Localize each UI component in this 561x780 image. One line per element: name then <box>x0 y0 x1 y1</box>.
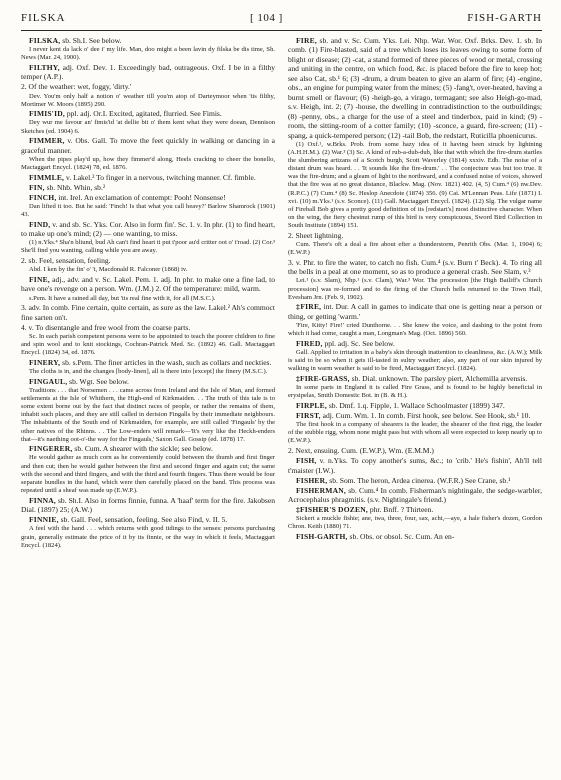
entry-headword: FINGAUL, <box>29 376 68 386</box>
dictionary-entry <box>21 36 275 45</box>
entry-definition: sb. Wgt. See below. <box>67 376 129 386</box>
citation-text: s.Pem. It have a rained all day, but 'tis real fine with it, for all (M.S.C.). <box>29 294 216 302</box>
entry-definition: sb. s.Pem. The finer articles in the wash, such as collars and neckties. <box>60 357 272 367</box>
entry-headword: FIMMER, <box>29 136 65 146</box>
dictionary-entry <box>21 496 275 515</box>
entry-headword: FINNIE, <box>29 515 59 525</box>
entry-headword: FINE, <box>29 275 50 285</box>
entry-headword: FISHERMAN, <box>296 485 347 495</box>
citation-text: Dan lifted it too. But he said: 'Finch! Is that what you call heavy?' Barlow Shamrock (1901) 43. <box>21 202 275 219</box>
entry-definition: v. and sb. Sc. Yks. Cor. Also in form fin'. Sc. 1. v. In phr. (1) to find heart, to make up one's mind; (2) — one wanting, to miss. <box>21 219 275 239</box>
citation-text: A feel with the hand . . . which returns with good tidings to the senses: persons purchasing grain, generally estimate the price of it by its finnie, or the way in which it feels, Mactaggart Encycl. (1824). <box>21 525 275 549</box>
dictionary-entry <box>21 193 275 202</box>
entry-definition: v. Obs. Gall. To move the feet quickly in walking or dancing in a graceful manner. <box>21 136 275 155</box>
entry-headword: FISH-GARTH, <box>296 532 348 542</box>
citation-text: (1) Oxf.¹, w.Brks. Prob. from some hazy idea of it having been struck by lightning (A.H.H.M.). (2) War.³ (3) Sc. A kind of rub-a-dub-dub, like that with which the fire-drum startles the slumbering artizans of a Scotch burgh, Scott Waverley (1814) xxxiv. Edb. The noise of a distant drum was heard. . . 'It sounds like the fire-drum.' . . The conjecture was but too true. It was the fire-drum; and a gleam of light to the northward, and a confused noise of voices, showed that the fire was at no great distance, Blackw. Mag. (Nov. 1821) 402. (4, 5) Cum.⁴ (6) nw.Dev. (R.P.C.) (7) Cum.⁴ (8) Sc. Heslop Anecdote (1874) 356. (9) Cai. M'Lennan Peas. Life (1871) I. xvi. (10) m.Yks.¹ (s.v. Sconce). (11) Gall. Mactaggart Encycl. (1824). (12) Slg. The vulgar name of Fireball Bob gives a pretty good definition of its [redstart's] most distinctive character. When on the wing, the fiery chestnut rump of this bird is very conspicuous, Sword Bird Collection in South Institute (1894) 151. <box>288 140 542 230</box>
dictionary-entry <box>288 374 542 383</box>
citation-text: The cloths is in, and the changes [body-linen], all is there into [except] the finery (M.S.C.). <box>29 367 268 375</box>
entry-headword: FINNA, <box>29 495 56 505</box>
entry-definition: sb. Sh.I. Also in forms finnie, funna. A 'haaf' term for the fire. Jakobsen Dial. (1897) 25; (A.W.) <box>21 495 275 515</box>
entry-headword: ‡FIRE, <box>296 302 322 312</box>
dictionary-entry <box>21 136 275 155</box>
citation-text: I never kent da lack o' dee i' my life. Man, doo might a been lavin dy filska be dis time, Sh. News (Mar. 24, 1900). <box>21 46 275 62</box>
dictionary-entry <box>21 515 275 524</box>
citation-text: When the pipes play'd up, how they fimmer'd along, Heels cracking to cheer the bonello, Mactaggart Encycl. (1824) 78, ed. 1876. <box>21 155 275 172</box>
dictionary-entry <box>21 63 275 82</box>
entry-headword: FINERY, <box>29 357 61 367</box>
citation-text: Lei.¹ (s.v. Slam), Nhp.¹ (s.v. Clam), War.³ Wor. The procession [the High Bailiff's Church procession] was re-formed and to the firing of the Church bells returned to the Town Hall, Evesham Jrn. (Feb. 9, 1902). <box>288 277 542 301</box>
dictionary-entry <box>288 401 542 410</box>
citation-text: Sickert a muckle fishie; ane, twa, three, four, sax, acht,—aye, a hale fisher's dozen, Gordon Chron. Keith (1880) 71. <box>288 515 542 531</box>
entry-definition: v. Lakel.² To finger in a nervous, twitching manner. Cf. fimble. <box>64 172 256 182</box>
dictionary-entry <box>21 358 275 367</box>
entry-definition: sb. Cum. A shearer with the sickle; see below. <box>72 444 213 454</box>
entry-definition: v. n.Yks. To copy another's sums, &c.; to 'crib.' He's fishin', Ah'll tell t'maister (I.W.). <box>288 456 542 475</box>
entry-headword: FIND, <box>29 219 51 229</box>
citation-text: The first hook in a company of shearers is the leader, the shearer of the first rigg, the leader of the stubble rigg, whom none might pass but with whom all were expected to keep nearly up to (E.W.P.). <box>288 420 542 445</box>
sense-text: 2. Next, ensuing. Cum. (E.W.P.), Wm. (E.M.M.) <box>288 446 434 456</box>
left-column <box>21 36 275 776</box>
entry-headword: FIRPLE, <box>296 400 327 410</box>
citation-text: Traditions . . . that Norsemen . . . came across from Ireland and the Isle of Man, and formed settlements at the Isle of Whithern, the High-end of Kirkmaiden. . . The truth of this tale is to some extent borne out by the fact that distinct races of people, or rather the remains of them, inhabit such places, and they are still called in derision Fingalls by their immediate neighbours. The inhabitants of the South end of Kirkmaiden, for example, are still called 'Fingauls' by the other natives of the Rhinns. . . The Low-enders will remark—'It's very like the Heckh-enders that—it's naething oot-o'-the way for the Fingauls,' Saxon Gall. Gossip (ed. 1878) 17. <box>21 386 275 443</box>
entry-headword: FILSKA, <box>29 36 61 45</box>
entry-definition: sb. Cum.⁴ In comb. Fisherman's nightingale, the sedge-warbler, Acrocephalus phragmitis. (s.v. Nightingale's friend.) <box>288 485 542 505</box>
dictionary-entry <box>21 173 275 182</box>
dictionary-entry <box>288 476 542 485</box>
dictionary-entry <box>21 377 275 386</box>
sense-text: 4. v. To disentangle and free wool from the coarse parts. <box>21 322 191 332</box>
entry-definition: sb. Obs. or obsol. Sc. Cum. An en- <box>347 532 455 542</box>
dictionary-entry <box>288 505 542 514</box>
entry-definition: sb. Som. The heron, Ardea cinerea. (W.F.R.) See Crane, sb.¹ <box>327 475 511 485</box>
dictionary-entry <box>288 339 542 348</box>
sense-text: 2. Of the weather: wet, foggy, 'dirty.' <box>21 82 132 92</box>
citation-text: Sc. In each parish competent persons were to be appointed to teach the poorer children to fine and spin wool and to knit stockings, Cochran-Patrick Med. Sc. (1892) 46. Gall. Mactaggart Encycl. (1824) 34, ed. 1876. <box>21 332 275 357</box>
entry-headword: FIRST, <box>296 410 321 420</box>
citation-text: (1) n.Yks.⁴ Sha'n bliund, bud Ah can't find heart ti put t'poor au'd critter oot o' t'road. (2) Cor.³ She'll find you wanting, calling while you are away. <box>21 239 275 255</box>
entry-headword: FIMMLE, <box>29 172 65 182</box>
dictionary-entry <box>288 36 542 140</box>
entry-definition: ppl. adj. Or.I. Excited, agitated, flurried. See Fimis. <box>64 109 222 119</box>
citation-text: Dev. You'm only half a notion o' weather till you'm atop of Darteymoor when 'tis filthy, Mortimer W. Moors (1895) 290. <box>21 92 275 108</box>
header-right-word: FISH-GARTH <box>467 12 542 24</box>
page-number: [ 104 ] <box>249 12 283 24</box>
entry-definition: sb. Dmf. 1.q. Fipple, 1. Wallace Schoolmaster (1899) 347. <box>326 400 505 410</box>
entry-headword: FINGERER, <box>29 444 73 454</box>
entry-definition: int. Dur. A call in games to indicate that one is getting near a person or thing, or getting 'warm.' <box>288 302 542 321</box>
entry-headword: FISHER, <box>296 475 328 485</box>
entry-headword: FIRED, <box>296 338 323 348</box>
entry-headword: FIRE, <box>296 36 317 45</box>
dictionary-entry <box>288 456 542 475</box>
entry-headword: FIN, <box>29 182 45 192</box>
citation-text: 'Fire, Kitty! Fire!' cried Dunthorne. . . She knew the voice, and dashing to the point from which it had come, caught a man, Longman's Mag. (Oct. 1896) 560. <box>288 321 542 338</box>
citation-text: He would gather as much corn as he conveniently could between the thumb and first finger and then cut; then he would gather between the first and second finger and again cut; the same with the second and third fingers, and with the third and fourth fingers. Thus there would be four separate bundles in the hand, which were then carefully placed on the band. This process was repeated until a sheaf was made up (E.W.P.). <box>21 454 275 495</box>
citation-text: Abd. I ken by the fin' o' 't, Macdonald R. Falconer (1868) iv. <box>29 266 188 274</box>
entry-definition: phr. Bnff. ? Thirteen. <box>367 505 434 515</box>
citation-text: Cum. There's oft a deal a fire about efter a thunderstorm, Penrith Obs. (Mar. 1, 1904) 6; (E.W.P.) <box>288 240 542 257</box>
entry-headword: FINCH, <box>29 192 57 202</box>
entry-headword: FIMIS'ID, <box>29 109 65 119</box>
entry-definition: sb. Gall. Feel, sensation, feeling. See also Find, v. II. 5. <box>58 515 228 525</box>
sense-text: 2. sb. Feel, sensation, feeling. <box>21 256 111 266</box>
dictionary-entry <box>21 183 275 192</box>
header-left-word: FILSKA <box>21 12 66 24</box>
header-rule <box>21 30 542 31</box>
dictionary-entry <box>288 302 542 321</box>
sense-text: 2. Sheet lightning. <box>288 230 344 240</box>
entry-definition: adj., adv. and v. Sc. Lakel. Pem. 1. adj. In phr. to make one a fine lad, to have one's revenge on a person. Wm. (J.M.) 2. Of the temperature: mild, warm. <box>21 275 275 294</box>
dictionary-entry <box>21 109 275 118</box>
dictionary-entry <box>21 444 275 453</box>
dictionary-entry <box>288 486 542 505</box>
dictionary-entry <box>288 411 542 420</box>
dictionary-entry <box>288 532 542 541</box>
entry-definition: sb. and v. Sc. Cum. Yks. Lei. Nhp. War. Wor. Oxf. Brks. Dev. 1. sb. In comb. (1) Fire-blasted, said of a tree which loses its leaves owing to some form of blight or disease; (2) -cat, a stand formed of three pieces of wood or metal, crossing and uniting in the centre, on which food, &c. is placed before the fire to keep hot; see also Cat, sb.¹ 6; (3) -drum, a drum beaten to give an alarm of fire; (4) -engine, obs., an engine for pumping water from the mines; (5) -fang't, over-heated, having a burnt smell or flavour; (6) -heigh-go, a virago, termagant; see also Heigh-go-mad, s.v. Heigh, int. 2; (7) -house, the dwelling in contradistinction to the outbuildings; (8) -penny, obs., a charge for the use of a steel and tinderbox, paid in kind; (9) -room, the sitting-room of a cotter family; (10) -sconce, a guard, fire-screen; (11) -spang, a quick-tempered person; (12) -tail Bob, the redstart, Ruticilla phoenicurus. <box>288 36 542 140</box>
dictionary-entry <box>21 220 275 239</box>
citation-text: Dey wur me favour an' fimis'id 'at dellie bit o' them kent what they were doean, Dennison Sketches (ed. 1904) 6. <box>21 119 275 135</box>
entry-definition: ppl. adj. Sc. See below. <box>322 338 395 348</box>
text-columns <box>21 36 542 776</box>
entry-headword: ‡FISHER'S DOZEN, <box>296 505 368 515</box>
citation-text: Gall. Applied to irritation in a baby's skin through inattention to cleanliness, &c. (A.W.); Milk is said to be so when it gets ill-tasted in sultry weather; also, any part of our skin injured by walking in warm weather is said to be fired, Mactaggart Encycl. (1824). <box>288 348 542 373</box>
citation-text: In some parts in England it is called Fire Grass, and is found to be highly beneficial in erysipelas, Smith Domestic Bot. in (B. & H.). <box>288 383 542 400</box>
entry-definition: adj. Oxf. Dev. 1. Exceedingly bad, outrageous. Oxf. I be in a filthy temper (A.P.). <box>21 62 275 82</box>
sense-text: 3. adv. In comb. Fine certain, quite certain, as sure as the law. Lakel.² Ah's commoct fine sarten on't. <box>21 303 275 322</box>
entry-definition: int. Irel. An exclamation of contempt: Pooh! Nonsense! <box>56 192 226 202</box>
entry-headword: FISH, <box>296 456 317 466</box>
entry-headword: FILTHY, <box>29 62 60 72</box>
right-column <box>288 36 542 776</box>
entry-headword: ‡FIRE-GRASS, <box>296 373 350 383</box>
entry-definition: adj. Cum. Wm. 1. In comb. First hook, see below. See Hook, sb.¹ 10. <box>320 410 531 420</box>
entry-definition: sb. Sh.I. See below. <box>60 36 122 45</box>
sense-text: 3. v. Phr. to fire the water, to catch no fish. Cum.⁴ (s.v. Burn t' Beck). 4. To ring all the bells in a peal at one moment, so as to produce a general crash. See Slam, v.³ <box>288 257 542 277</box>
dictionary-entry <box>21 275 275 294</box>
running-header <box>21 0 542 26</box>
entry-definition: sb. Nhb. Whin, sb.² <box>44 182 106 192</box>
entry-definition: sb. Dial. unknown. The parsley piert, Alchemilla arvensis. <box>349 373 528 383</box>
